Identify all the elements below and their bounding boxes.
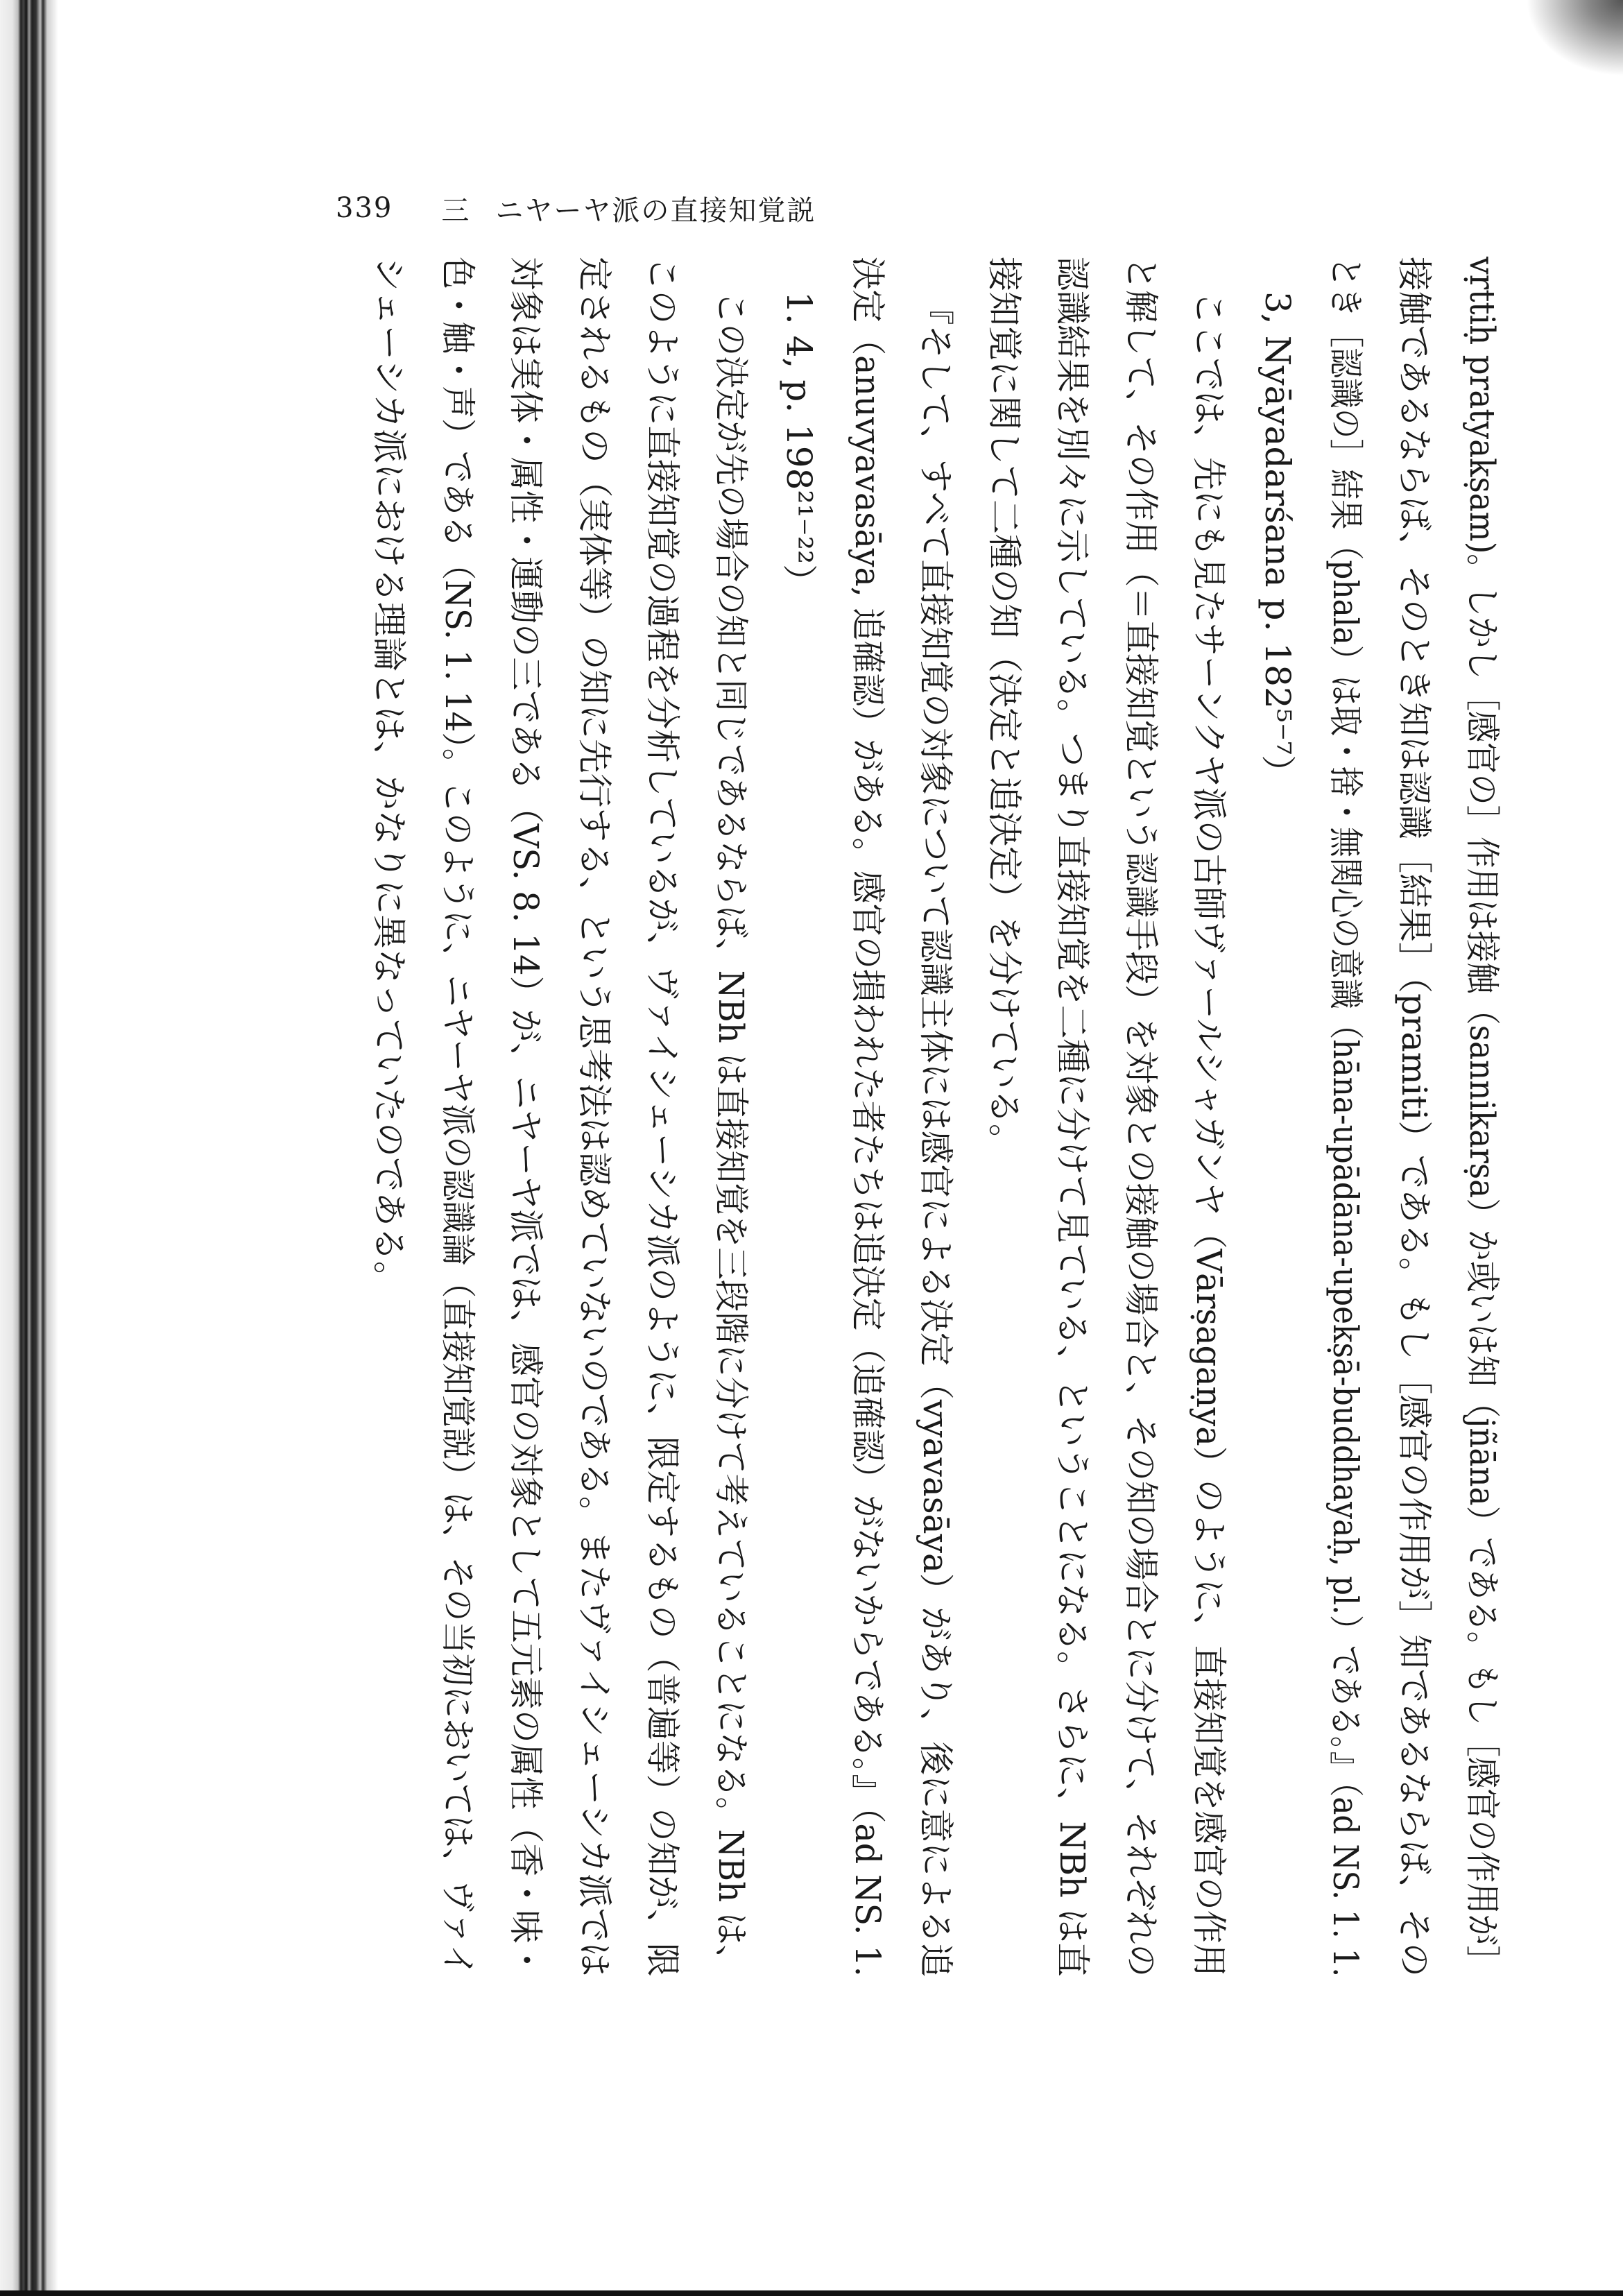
chapter-number: 三 (441, 194, 471, 227)
text-line: 定されるもの（実体等）の知に先行する、という思考法は認めていないのである。またヴァイシェーシカ派では (574, 257, 615, 1977)
text-line: 接触であるならば、そのとき知は認識［結果］（pramiti）である。もし［感官の作用が］知であるならば、その (1393, 257, 1434, 1978)
text-line: 接知覚に関して二種の知（決定と追決定）を分けている。 (984, 257, 1024, 1158)
text-line: 決定（anuvyavasāya, 追確認）がある。感官の損われた者たちは追決定（追確認）がないからである。』（ad NS. 1. (847, 257, 888, 1977)
text-line: ここでは、先にも見たサーンクヤ派の古師ヴァールシャガンヤ（Vārṣagaṇya）のように、直接知覚を感官の作用 (1189, 291, 1229, 1977)
text-line: この決定が先の場合の知と同じであるならば、NBh は直接知覚を三段階に分けて考えていることになる。NBh は、 (710, 291, 751, 1978)
scan-bottom-edge (0, 2290, 1623, 2296)
page-body-text (340, 257, 1502, 1980)
chapter-title: ニヤーヤ派の直接知覚説 (495, 194, 816, 227)
text-line: 『そして、すべて直接知覚の対象について認識主体には感官による決定（vyavasāya）があり、後に意による追 (916, 291, 956, 1977)
text-line: 色・触・声）である（NS. 1. 14）。このように、ニヤーヤ派の認識論（直接知覚説）は、その当初においては、ヴァイ (437, 257, 478, 1977)
running-header (336, 187, 816, 229)
text-line: 認識結果を別々に示している。つまり直接知覚を二種に分けて見ている、ということになる。さらに、NBh は直 (1052, 257, 1092, 1977)
text-line: シェーシカ派における理論とは、かなりに異なっていたのである。 (369, 257, 409, 1296)
text-line: 3, Nyāyadarśana p. 182⁵⁻⁷） (1257, 291, 1298, 790)
text-line: 対象は実体・属性・運動の三である（VS. 8. 14）が、ニヤーヤ派では、感官の対象として五元素の属性（香・味・ (506, 257, 546, 1977)
scan-corner-shadow (1526, 0, 1623, 76)
text-line: このように直接知覚の過程を分析しているが、ヴァイシェーシカ派のように、限定するもの（普遍等）の知が、限 (642, 257, 682, 1977)
book-binding-edge (0, 0, 58, 2296)
text-line: 1. 4, p. 198²¹⁻²²） (779, 291, 819, 599)
text-line: vṛttiḥ pratyakṣam)。しかし［感官の］作用は接触（sannikarṣa）か或いは知（jñāna）である。もし［感官の作用が］ (1462, 257, 1502, 1977)
page-number: 339 (336, 192, 393, 224)
text-line: とき［認識の］結果（phala）は取・捨・無関心の意識（hāna-upādāna-upekṣā-buddhayaḥ, pl.）である。』（ad NS. 1. 1. (1325, 257, 1366, 1978)
text-line: と解して、その作用（＝直接知覚という認識手段）を対象との接触の場合と、その知の場合とに分けて、それぞれの (1120, 257, 1161, 1978)
